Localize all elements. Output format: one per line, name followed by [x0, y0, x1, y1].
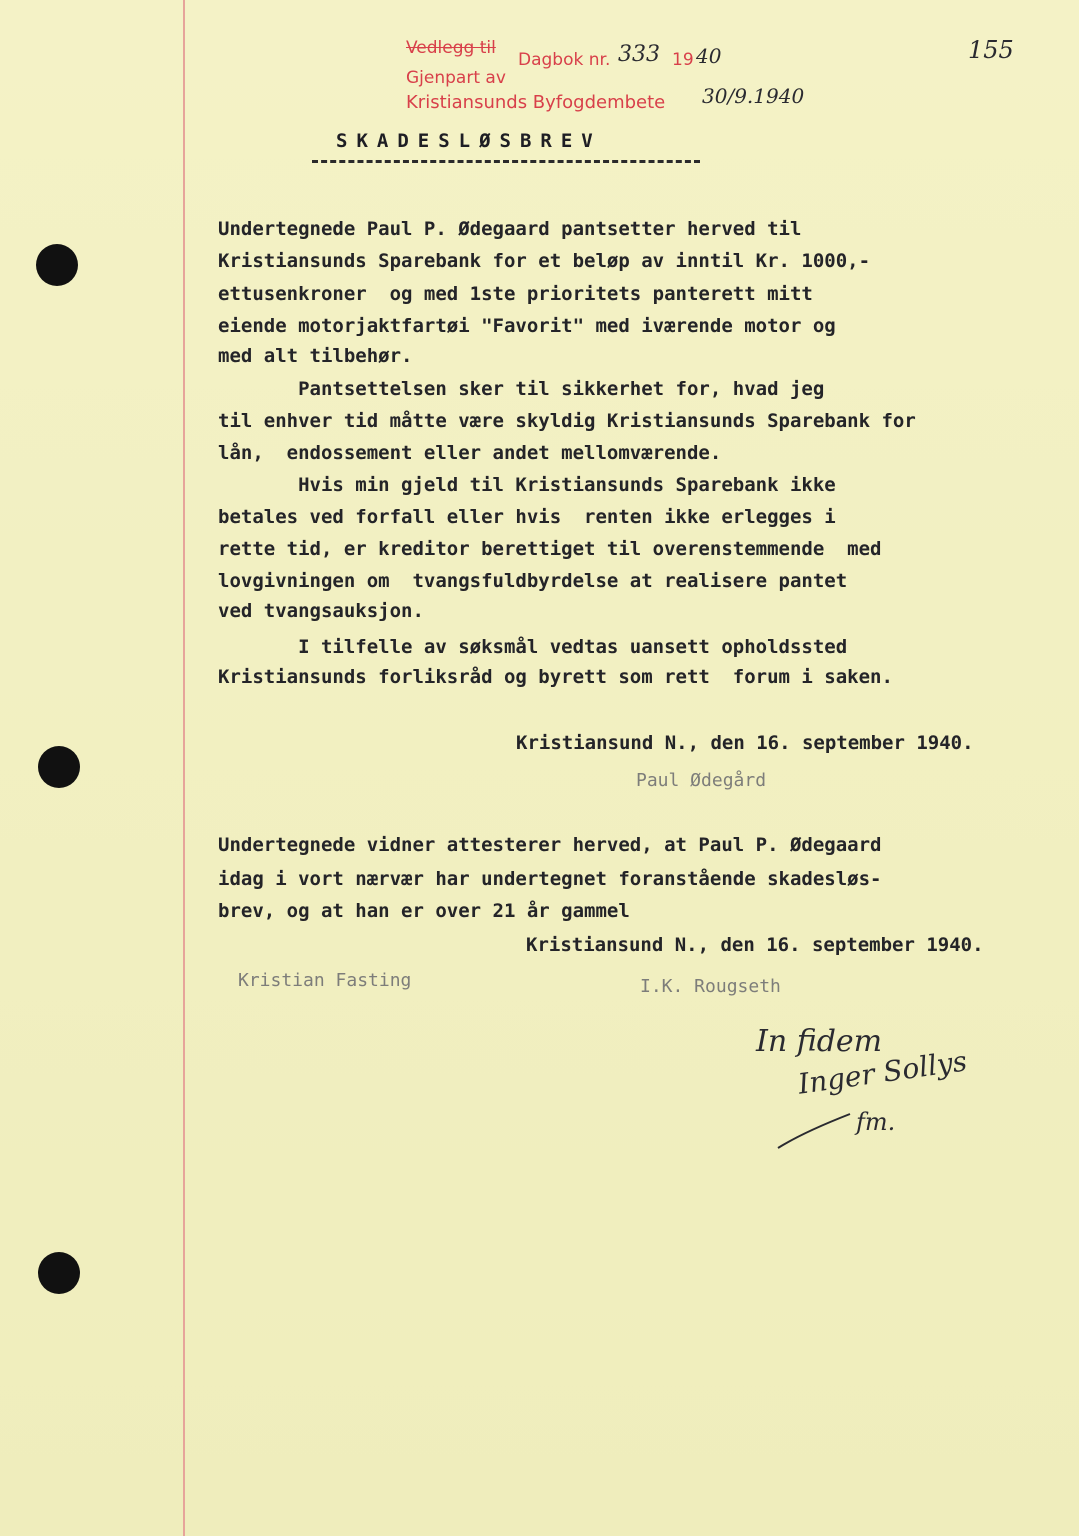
body-line: eiende motorjaktfartøi "Favorit" med iværende motor og [218, 315, 836, 337]
page-number: 155 [968, 36, 1014, 64]
body-line: Kristiansunds forliksråd og byrett som rett forum i saken. [218, 666, 893, 688]
stamp-crossed-text: Vedlegg til [406, 38, 496, 58]
clerk-signature: Inger Sollys [796, 1044, 969, 1101]
punch-hole-top [36, 244, 78, 286]
witness-1-signature: Kristian Fasting [238, 970, 412, 991]
stamp-dagbok-label: Dagbok nr. [518, 50, 611, 70]
body-line: Undertegnede Paul P. Ødegaard pantsetter herved til [218, 218, 802, 240]
witness-line: idag i vort nærvær har undertegnet foranstående skadesløs- [218, 868, 882, 890]
handwritten-date: 30/9.1940 [702, 84, 805, 108]
margin-line [183, 0, 185, 1536]
body-line: til enhver tid måtte være skyldig Kristiansunds Sparebank for [218, 410, 916, 432]
body-line: Pantsettelsen sker til sikkerhet for, hvad jeg [218, 378, 825, 400]
body-line: I tilfelle av søksmål vedtas uansett opholdssted [218, 636, 848, 658]
body-line: lån, endossement eller andet mellomværende. [218, 442, 722, 464]
body-line: med alt tilbehør. [218, 345, 413, 367]
year-suffix: 40 [696, 44, 722, 68]
witness-line: Undertegnede vidner attesterer herved, at Paul P. Ødegaard [218, 834, 882, 856]
year-prefix: 19 [672, 50, 694, 70]
title-underline [312, 160, 700, 163]
body-line: Hvis min gjeld til Kristiansunds Sparebank ikke [218, 474, 836, 496]
in-fidem: In fidem [756, 1024, 883, 1059]
witness-2-signature: I.K. Rougseth [640, 976, 781, 997]
body-line: ved tvangsauksjon. [218, 600, 424, 622]
body-line: rette tid, er kreditor berettiget til overenstemmende med [218, 538, 882, 560]
punch-hole-middle [38, 746, 80, 788]
body-line: lovgivningen om tvangsfuldbyrdelse at realisere pantet [218, 570, 848, 592]
signature-flourish [774, 1110, 854, 1154]
place-date-2: Kristiansund N., den 16. september 1940. [526, 934, 984, 956]
stamp-gjenpart: Gjenpart av [406, 68, 506, 88]
dagbok-number: 333 [618, 42, 660, 67]
clerk-title: fm. [856, 1108, 896, 1136]
punch-hole-bottom [38, 1252, 80, 1294]
document-title: SKADESLØSBREV [336, 130, 602, 152]
place-date-1: Kristiansund N., den 16. september 1940. [516, 732, 974, 754]
stamp-office: Kristiansunds Byfogdembete [406, 92, 666, 113]
body-line: betales ved forfall eller hvis renten ikke erlegges i [218, 506, 836, 528]
witness-line: brev, og at han er over 21 år gammel [218, 900, 630, 922]
body-line: Kristiansunds Sparebank for et beløp av inntil Kr. 1000,- [218, 250, 871, 272]
body-line: ettusenkroner og med 1ste prioritets panterett mitt [218, 283, 813, 305]
owner-signature: Paul Ødegård [636, 770, 767, 791]
